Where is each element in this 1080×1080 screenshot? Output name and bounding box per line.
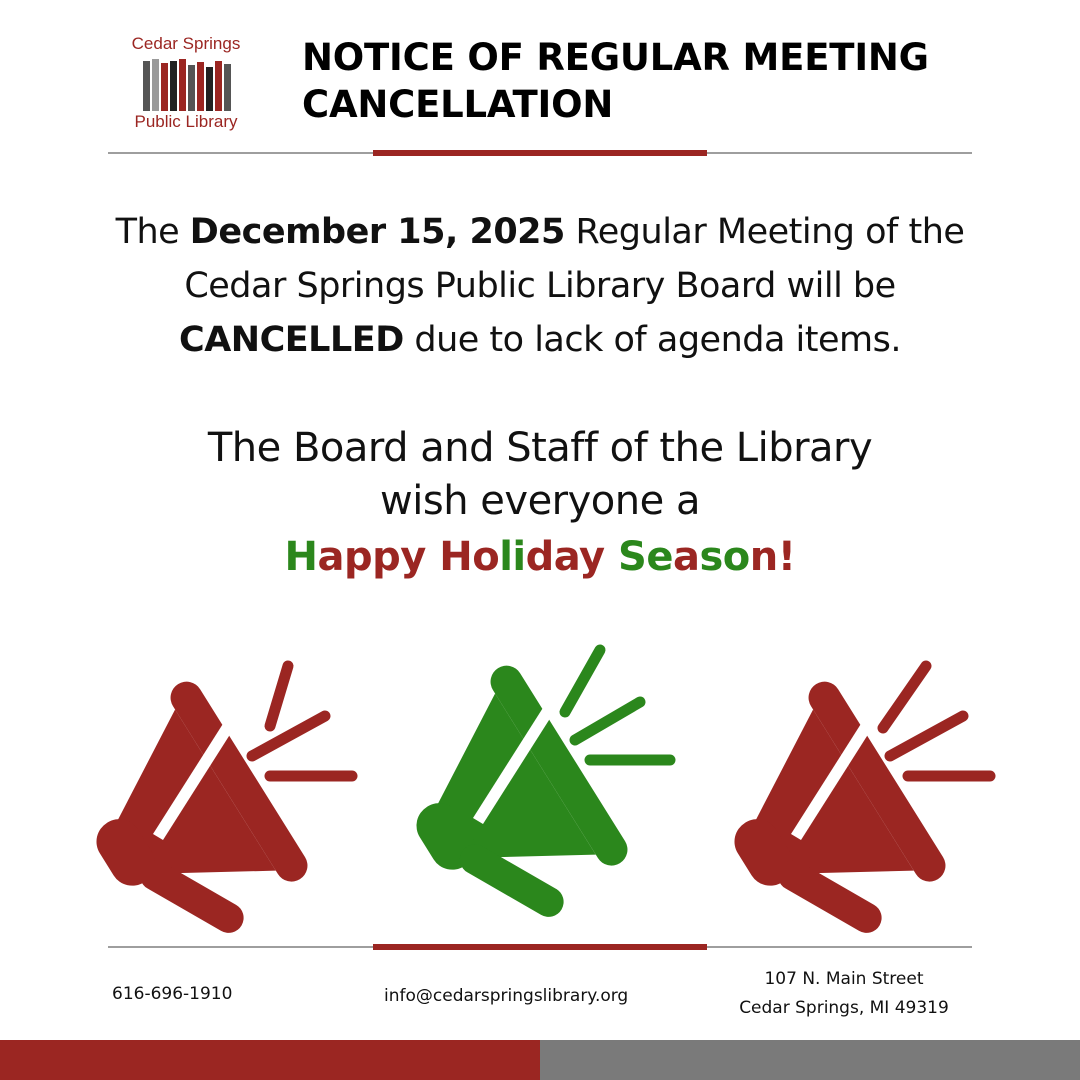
megaphone-icon (718, 656, 1008, 946)
footer-bar-red (0, 1040, 540, 1080)
title-line-2: CANCELLATION (302, 83, 614, 126)
holiday-segment: Se (618, 534, 673, 580)
address-line-1: 107 N. Main Street (764, 969, 924, 989)
address-line-2: Cedar Springs, MI 49319 (739, 998, 949, 1018)
holiday-segment: so (699, 534, 750, 580)
greeting-line-1: The Board and Staff of the Library (207, 425, 873, 471)
street-address (708, 965, 980, 1023)
cancellation-notice (80, 205, 1000, 367)
greeting-line-2: wish everyone a (380, 478, 700, 524)
holiday-segment: H (284, 534, 318, 580)
books-icon (143, 59, 233, 111)
phone-number: 616-696-1910 (112, 984, 233, 1004)
holiday-segment: appy (317, 534, 440, 580)
logo-text-bottom: Public Library (134, 112, 238, 131)
email-address: info@cedarspringslibrary.org (384, 986, 629, 1006)
top-divider-accent (373, 150, 707, 156)
megaphone-icon (400, 640, 690, 930)
bottom-divider-accent (373, 944, 707, 950)
notice-text-1: The (115, 212, 190, 252)
title-line-1: NOTICE OF REGULAR MEETING (302, 36, 929, 79)
megaphone-icon (80, 656, 370, 946)
footer-bar-gray (540, 1040, 1080, 1080)
notice-text-3: due to lack of agenda items. (403, 320, 901, 360)
holiday-segment: n! (749, 534, 796, 580)
logo-text-top: Cedar Springs (131, 34, 241, 53)
page-title (302, 34, 1002, 128)
holiday-segment: a (672, 534, 700, 580)
holiday-greeting (80, 422, 1000, 528)
holiday-segment: Ho (439, 534, 500, 580)
holiday-segment: day (525, 534, 619, 580)
cancelled-status: CANCELLED (179, 320, 404, 360)
holiday-segment: li (499, 534, 526, 580)
library-logo (112, 30, 260, 136)
happy-holiday-season (80, 530, 1000, 584)
meeting-date: December 15, 2025 (189, 212, 565, 252)
notice-text-2: Regular Meeting of the Cedar Springs Public Library Board will be (184, 212, 965, 306)
